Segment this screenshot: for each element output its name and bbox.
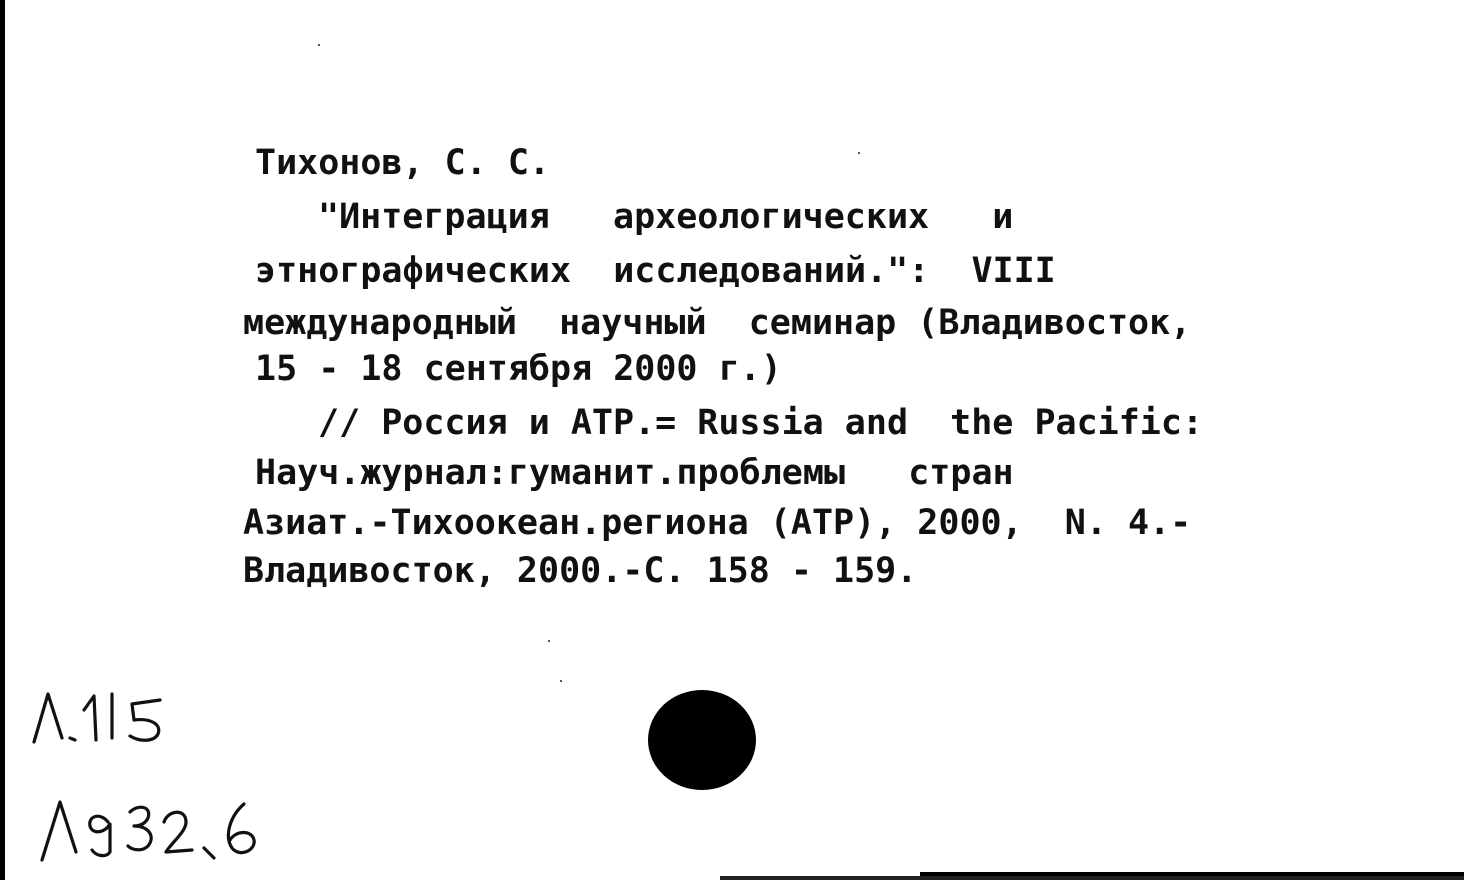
source-line-4: Владивосток, 2000.-С. 158 - 159.	[243, 551, 918, 591]
title-line-2: этнографических исследований.": VIII	[255, 251, 1056, 291]
title-line-1: "Интеграция археологических и	[318, 197, 1014, 237]
card-bottom-edge-lower	[720, 876, 1464, 880]
source-line-3: Азиат.-Тихоокеан.региона (АТР), 2000, N. 4.-	[243, 503, 1192, 543]
card-punch-hole	[648, 690, 756, 790]
scan-speck	[858, 152, 860, 154]
scan-speck	[318, 44, 320, 46]
source-line-2: Науч.журнал:гуманит.проблемы стран	[255, 453, 1014, 493]
card-left-edge	[0, 0, 5, 880]
scan-speck	[548, 640, 550, 642]
author-name: Тихонов, С. С.	[255, 143, 551, 183]
source-line-1: // Россия и АТР.= Russia and the Pacific:	[318, 403, 1204, 443]
scan-speck	[560, 680, 562, 682]
title-line-3: международный научный семинар (Владивосток,	[243, 303, 1192, 343]
title-line-4: 15 - 18 сентября 2000 г.)	[255, 349, 782, 389]
shelfmark-handwritten	[30, 680, 340, 870]
